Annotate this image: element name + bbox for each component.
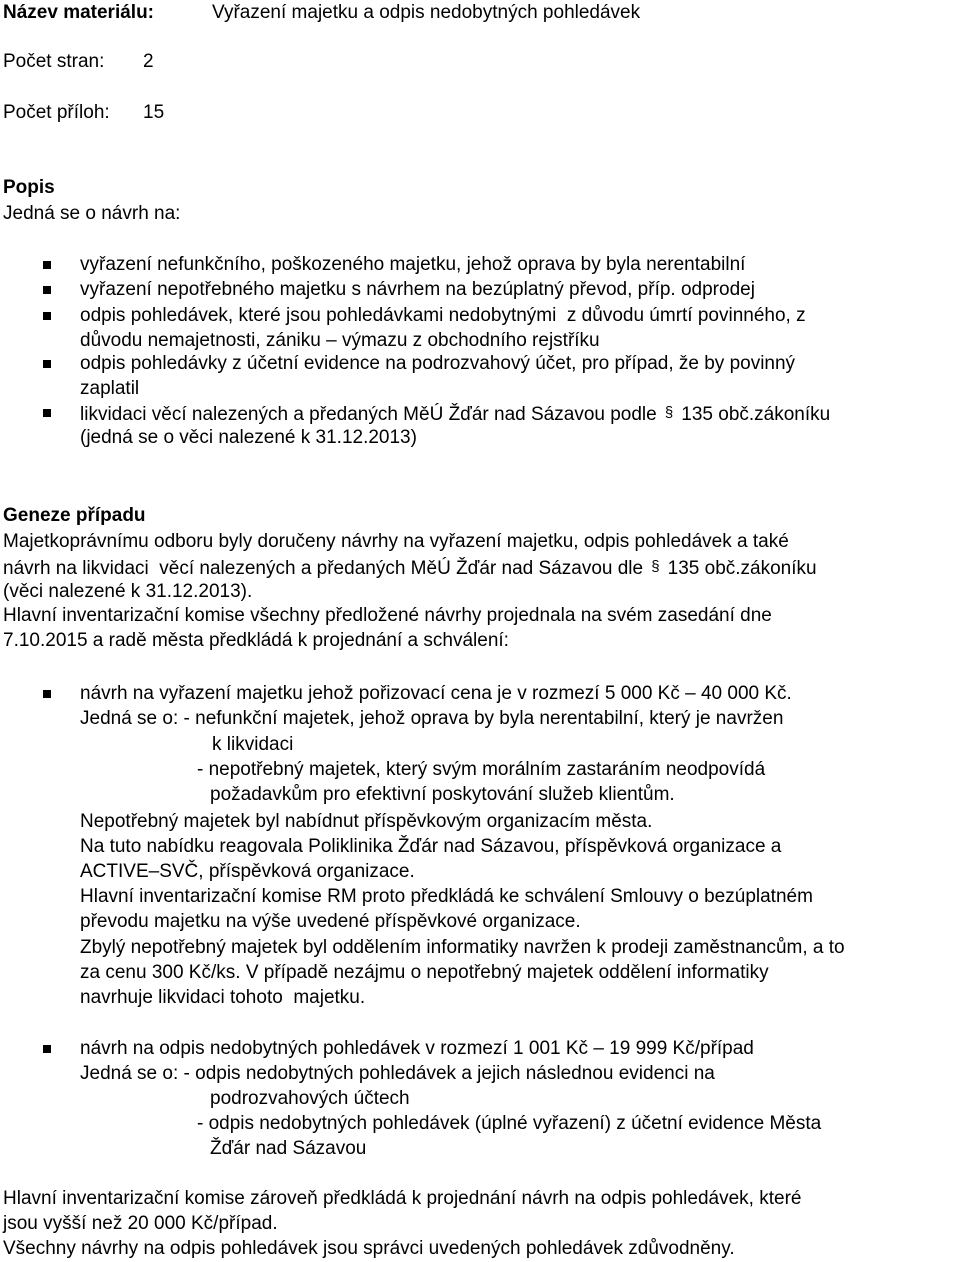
popis-intro: Jedná se o návrh na:: [3, 203, 181, 224]
bullet-square-icon: [43, 690, 51, 698]
pages-value: 2: [143, 51, 154, 72]
law-reference: 135 obč.zákoníku: [681, 404, 831, 425]
proposal-line: ACTIVE–SVČ, příspěvková organizace.: [80, 861, 415, 882]
proposal-line: převodu majetku na výše uvedené příspěvkové organizace.: [80, 911, 581, 932]
paragraph-line: [3, 556, 817, 580]
list-item: odpis pohledávek, které jsou pohledávkami nedobytnými z důvodu úmrtí povinného, z: [80, 305, 806, 326]
list-item-text: likvidaci věcí nalezených a předaných MěÚ Žďár nad Sázavou podle: [80, 404, 657, 425]
proposal-line: podrozvahových účtech: [210, 1088, 410, 1109]
attachments-value: 15: [143, 102, 165, 123]
law-reference: 135 obč.zákoníku: [667, 558, 817, 579]
section-sign-icon: §: [664, 404, 674, 421]
section-sign-icon: §: [651, 558, 660, 575]
closing-line: Hlavní inventarizační komise zároveň předkládá k projednání návrh na odpis pohledávek, které: [3, 1188, 802, 1209]
proposal-line: Na tuto nabídku reagovala Poliklinika Žďár nad Sázavou, příspěvková organizace a: [80, 836, 782, 857]
proposal-line: k likvidaci: [212, 734, 294, 755]
proposal-line: Žďár nad Sázavou: [210, 1138, 367, 1159]
proposal-line: Hlavní inventarizační komise RM proto předkládá ke schválení Smlouvy o bezúplatném: [80, 886, 813, 907]
material-label: Název materiálu:: [3, 2, 155, 23]
proposal-line: - odpis nedobytných pohledávek (úplné vyřazení) z účetní evidence Města: [197, 1113, 822, 1134]
proposal-line: Nepotřebný majetek byl nabídnut příspěvkovým organizacím města.: [80, 811, 653, 832]
list-item: vyřazení nepotřebného majetku s návrhem na bezúplatný převod, příp. odprodej: [80, 279, 755, 300]
paragraph-line: 7.10.2015 a radě města předkládá k projednání a schválení:: [3, 630, 509, 651]
proposal-line: za cenu 300 Kč/ks. V případě nezájmu o nepotřebný majetek oddělení informatiky: [80, 962, 769, 983]
list-item-continuation: zaplatil: [80, 378, 140, 399]
pages-label: Počet stran:: [3, 51, 105, 72]
paragraph-text: návrh na likvidaci věcí nalezených a předaných MěÚ Žďár nad Sázavou dle: [3, 558, 644, 579]
geneze-heading: Geneze případu: [3, 505, 146, 526]
list-item: vyřazení nefunkčního, poškozeného majetku, jehož oprava by byla nerentabilní: [80, 254, 746, 275]
bullet-square-icon: [43, 261, 51, 269]
proposal-line: Jedná se o: - odpis nedobytných pohledávek a jejich následnou evidenci na: [80, 1063, 715, 1084]
proposal-line: - nepotřebný majetek, který svým morálním zastaráním neodpovídá: [197, 759, 766, 780]
proposal-line: Jedná se o: - nefunkční majetek, jehož oprava by byla nerentabilní, který je navržen: [80, 708, 784, 729]
material-title: Vyřazení majetku a odpis nedobytných pohledávek: [212, 2, 641, 23]
proposal-heading: návrh na odpis nedobytných pohledávek v rozmezí 1 001 Kč – 19 999 Kč/případ: [80, 1038, 754, 1059]
bullet-square-icon: [43, 1045, 51, 1053]
attachments-label: Počet příloh:: [3, 102, 110, 123]
list-item-continuation: důvodu nemajetnosti, zániku – výmazu z obchodního rejstříku: [80, 330, 600, 351]
proposal-line: požadavkům pro efektivní poskytování služeb klientům.: [210, 784, 675, 805]
bullet-square-icon: [43, 409, 51, 417]
paragraph-line: (věci nalezené k 31.12.2013).: [3, 581, 253, 602]
closing-line: Všechny návrhy na odpis pohledávek jsou správci uvedených pohledávek zdůvodněny.: [3, 1238, 735, 1259]
bullet-square-icon: [43, 286, 51, 294]
paragraph-line: Hlavní inventarizační komise všechny předložené návrhy projednala na svém zasedání dne: [3, 605, 772, 626]
list-item: odpis pohledávky z účetní evidence na podrozvahový účet, pro případ, že by povinný: [80, 353, 796, 374]
bullet-square-icon: [43, 360, 51, 368]
list-item: [80, 402, 830, 426]
proposal-line: navrhuje likvidaci tohoto majetku.: [80, 987, 366, 1008]
proposal-heading: návrh na vyřazení majetku jehož pořizovací cena je v rozmezí 5 000 Kč – 40 000 Kč.: [80, 683, 792, 704]
proposal-line: Zbylý nepotřebný majetek byl oddělením informatiky navržen k prodeji zaměstnancům, a to: [80, 937, 845, 958]
bullet-square-icon: [43, 312, 51, 320]
closing-line: jsou vyšší než 20 000 Kč/případ.: [3, 1213, 278, 1234]
list-item-continuation: (jedná se o věci nalezené k 31.12.2013): [80, 427, 417, 448]
paragraph-line: Majetkoprávnímu odboru byly doručeny návrhy na vyřazení majetku, odpis pohledávek a také: [3, 531, 789, 552]
popis-heading: Popis: [3, 177, 55, 198]
